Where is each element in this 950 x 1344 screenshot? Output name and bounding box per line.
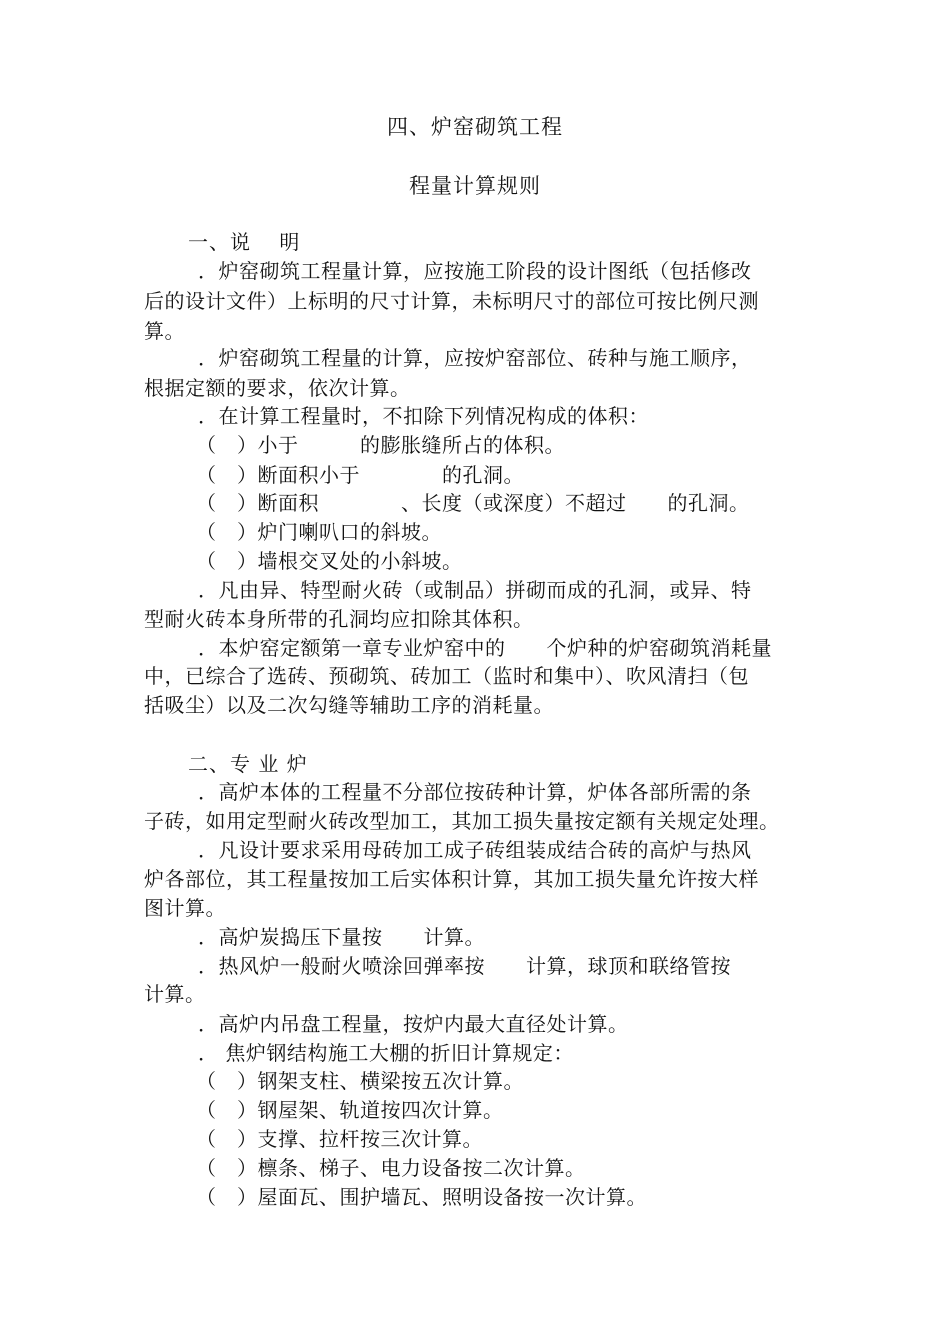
list-item: （ ）小于 的膨胀缝所占的体积。 <box>196 433 565 457</box>
paragraph-line: 子砖，如用定型耐火砖改型加工，其加工损失量按定额有关规定处理。 <box>144 809 780 833</box>
paragraph-line: ．高炉炭捣压下量按 计算。 <box>198 925 485 949</box>
paragraph-line: 中，已综合了选砖、预砌筑、砖加工（监时和集中）、吹风清扫（包 <box>144 664 749 688</box>
list-item: （ ）钢架支柱、横梁按五次计算。 <box>196 1069 524 1093</box>
list-item: （ ）支撑、拉杆按三次计算。 <box>196 1127 483 1151</box>
section-heading: 一、说 明 <box>188 230 301 254</box>
paragraph-line: 型耐火砖本身所带的孔洞均应扣除其体积。 <box>144 607 534 631</box>
paragraph-line: ．热风炉一般耐火喷涂回弹率按 计算，球顶和联络管按 <box>198 954 731 978</box>
list-item: （ ）钢屋架、轨道按四次计算。 <box>196 1098 504 1122</box>
paragraph-line: 括吸尘）以及二次勾缝等辅助工序的消耗量。 <box>144 693 554 717</box>
paragraph-line: ． 焦炉钢结构施工大棚的折旧计算规定： <box>198 1041 574 1065</box>
paragraph-line: ．在计算工程量时，不扣除下列情况构成的体积： <box>198 404 649 428</box>
list-item: （ ）檩条、梯子、电力设备按二次计算。 <box>196 1156 586 1180</box>
list-item: （ ）屋面瓦、围护墙瓦、照明设备按一次计算。 <box>196 1185 647 1209</box>
list-item: （ ）断面积 、长度（或深度）不超过 的孔洞。 <box>196 491 750 515</box>
paragraph-line: ．凡设计要求采用母砖加工成子砖组装成结合砖的高炉与热风 <box>198 838 752 862</box>
paragraph-line: 根据定额的要求，依次计算。 <box>144 376 411 400</box>
paragraph-line: 计算。 <box>144 982 206 1006</box>
document-title: 四、炉窑砌筑工程 <box>387 115 563 139</box>
paragraph-line: ．本炉窑定额第一章专业炉窑中的 个炉种的炉窑砌筑消耗量 <box>198 636 772 660</box>
list-item: （ ）断面积小于 的孔洞。 <box>196 463 524 487</box>
paragraph-line: 炉各部位，其工程量按加工后实体积计算，其加工损失量允许按大样 <box>144 867 759 891</box>
section-heading: 二、专 业 炉 <box>188 752 308 776</box>
list-item: （ ）墙根交叉处的小斜坡。 <box>196 549 463 573</box>
paragraph-line: 算。 <box>144 319 185 343</box>
paragraph-line: ．炉窑砌筑工程量的计算，应按炉窑部位、砖种与施工顺序， <box>198 346 752 370</box>
paragraph-line: ．凡由异、特型耐火砖（或制品）拼砌而成的孔洞，或异、特 <box>198 578 752 602</box>
list-item: （ ）炉门喇叭口的斜坡。 <box>196 520 442 544</box>
paragraph-line: ．高炉内吊盘工程量，按炉内最大直径处计算。 <box>198 1012 629 1036</box>
paragraph-line: ．高炉本体的工程量不分部位按砖种计算，炉体各部所需的条 <box>198 780 752 804</box>
document-subtitle: 程量计算规则 <box>409 174 541 198</box>
paragraph-line: ．炉窑砌筑工程量计算，应按施工阶段的设计图纸（包括修改 <box>198 259 752 283</box>
paragraph-line: 后的设计文件）上标明的尺寸计算，未标明尺寸的部位可按比例尺测 <box>144 289 759 313</box>
paragraph-line: 图计算。 <box>144 896 226 920</box>
